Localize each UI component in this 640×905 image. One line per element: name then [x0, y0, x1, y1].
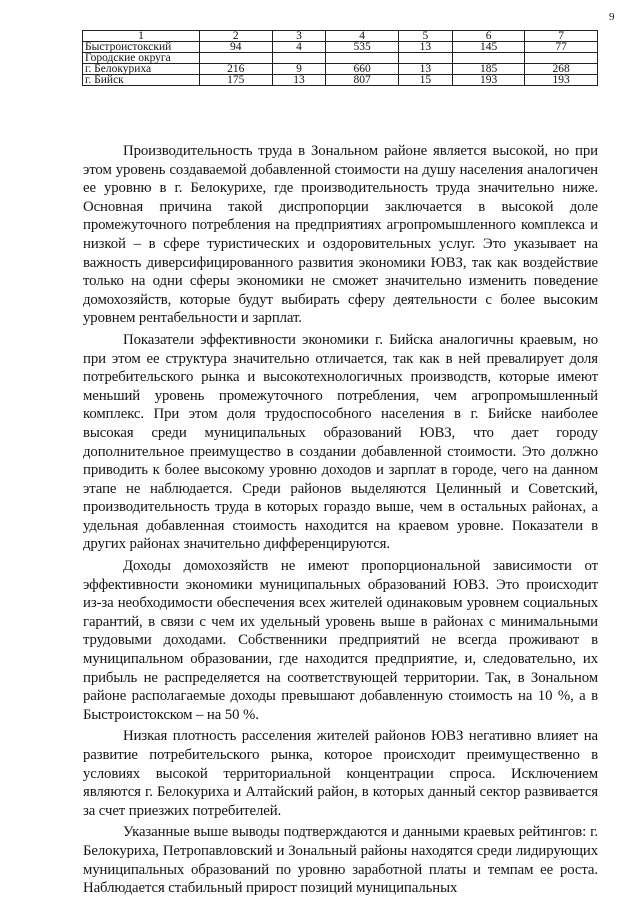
table-cell: 535: [326, 42, 399, 53]
paragraph: Указанные выше выводы подтверждаются и данными краевых рейтингов: г. Белокуриха, Петропавловский и Зональный районы находятся среди лидирующих муниципальных образований по уровню заработной платы и темпам ее роста. Наблюдается стабильный прирост позиций муниципальных: [83, 824, 598, 897]
row-label: г. Бийск: [83, 75, 200, 86]
table-row: [83, 75, 598, 86]
row-label: г. Белокуриха: [83, 64, 200, 75]
table-cell: 193: [525, 75, 598, 86]
table-section-row: [83, 53, 598, 64]
table-header-cell: 6: [452, 31, 525, 42]
table-cell: [326, 53, 399, 64]
paragraph: Производительность труда в Зональном районе является высокой, но при этом уровень создаваемой добавленной стоимости на душу населения аналогичен ее уровню в г. Белокурихе, где производительность труда значительно ниже. Основная причина такой диспропорции заключается в высокой доле промежуточного потребления на предприятиях агропромышленного комплекса и низкой – в сфере туристических и оздоровительных услуг. Это указывает на важность диверсифицированного развития экономики ЮВЗ, так как воздействие только на одни сферы экономики не сможет значительно изменить поведение домохозяйств, которые будут выбирать сферу деятельности с более высоким уровнем рентабельности и зарплат.: [83, 143, 598, 327]
table-cell: 94: [200, 42, 273, 53]
table-cell: 660: [326, 64, 399, 75]
table-cell: 13: [272, 75, 326, 86]
table-cell: [525, 53, 598, 64]
statistics-table: [82, 30, 598, 86]
table-header-cell: 2: [200, 31, 273, 42]
table-cell: 9: [272, 64, 326, 75]
row-label: Быстроистокский: [83, 42, 200, 53]
table-cell: 268: [525, 64, 598, 75]
table-cell: [452, 53, 525, 64]
body-text: [83, 142, 598, 901]
page-number: 9: [609, 11, 615, 23]
table-cell: 13: [398, 42, 452, 53]
paragraph: Доходы домохозяйств не имеют пропорциональной зависимости от эффективности экономики муниципальных образований ЮВЗ. Это происходит из-за необходимости обеспечения всех жителей одинаковым уровнем социальных гарантий, в связи с чем их удельный уровень выше в районах с минимальными трудовыми доходами. Собственники предприятий не всегда проживают в муниципальном образовании, где находится предприятие, и, следовательно, их прибыль не распределяется на соответствующей территории. Так, в Зональном районе располагаемые доходы превышают добавленную стоимость на 10 %, а в Быстроистокском – на 50 %.: [83, 558, 598, 723]
table-header-cell: 1: [83, 31, 200, 42]
table-cell: 4: [272, 42, 326, 53]
paragraph: Показатели эффективности экономики г. Бийска аналогичны краевым, но при этом ее структура значительно отличается, так как в ней превалирует доля потребительского рынка и высокотехнологичных производств, которые имеют меньший уровень промежуточного потребления, чем агропромышленный комплекс. При этом доля трудоспособного населения в г. Бийске наиболее высокая среди муниципальных образований ЮВЗ, что дает городу дополнительное преимущество в создании добавленной стоимости. Это должно приводить к более высокому уровню доходов и зарплат в городе, чего на данном этапе не наблюдается. Среди районов выделяются Целинный и Советский, производительность труда в которых гораздо выше, чем в остальных районах, а удельная добавленная стоимость находится на краевом уровне. Показатели в других районах значительно дифференцируются.: [83, 331, 598, 553]
section-label: Городские округа: [83, 53, 200, 64]
table-cell: [200, 53, 273, 64]
table-cell: [398, 53, 452, 64]
table-row: [83, 42, 598, 53]
table-cell: 15: [398, 75, 452, 86]
table-header-cell: 3: [272, 31, 326, 42]
table-cell: 807: [326, 75, 399, 86]
table-cell: 13: [398, 64, 452, 75]
table-header-cell: 7: [525, 31, 598, 42]
table-cell: 193: [452, 75, 525, 86]
paragraph: Низкая плотность расселения жителей районов ЮВЗ негативно влияет на развитие потребительского рынка, которое происходит преимущественно в условиях высокой территориальной концентрации спроса. Исключением являются г. Белокуриха и Алтайский район, в которых данный сектор развивается за счет приезжих потребителей.: [83, 728, 598, 819]
table-cell: 216: [200, 64, 273, 75]
table-header-cell: 4: [326, 31, 399, 42]
table-header-cell: 5: [398, 31, 452, 42]
table-cell: [272, 53, 326, 64]
table-cell: 145: [452, 42, 525, 53]
table-row: [83, 64, 598, 75]
table-cell: 185: [452, 64, 525, 75]
table-cell: 175: [200, 75, 273, 86]
table-header-row: [83, 31, 598, 42]
table-cell: 77: [525, 42, 598, 53]
